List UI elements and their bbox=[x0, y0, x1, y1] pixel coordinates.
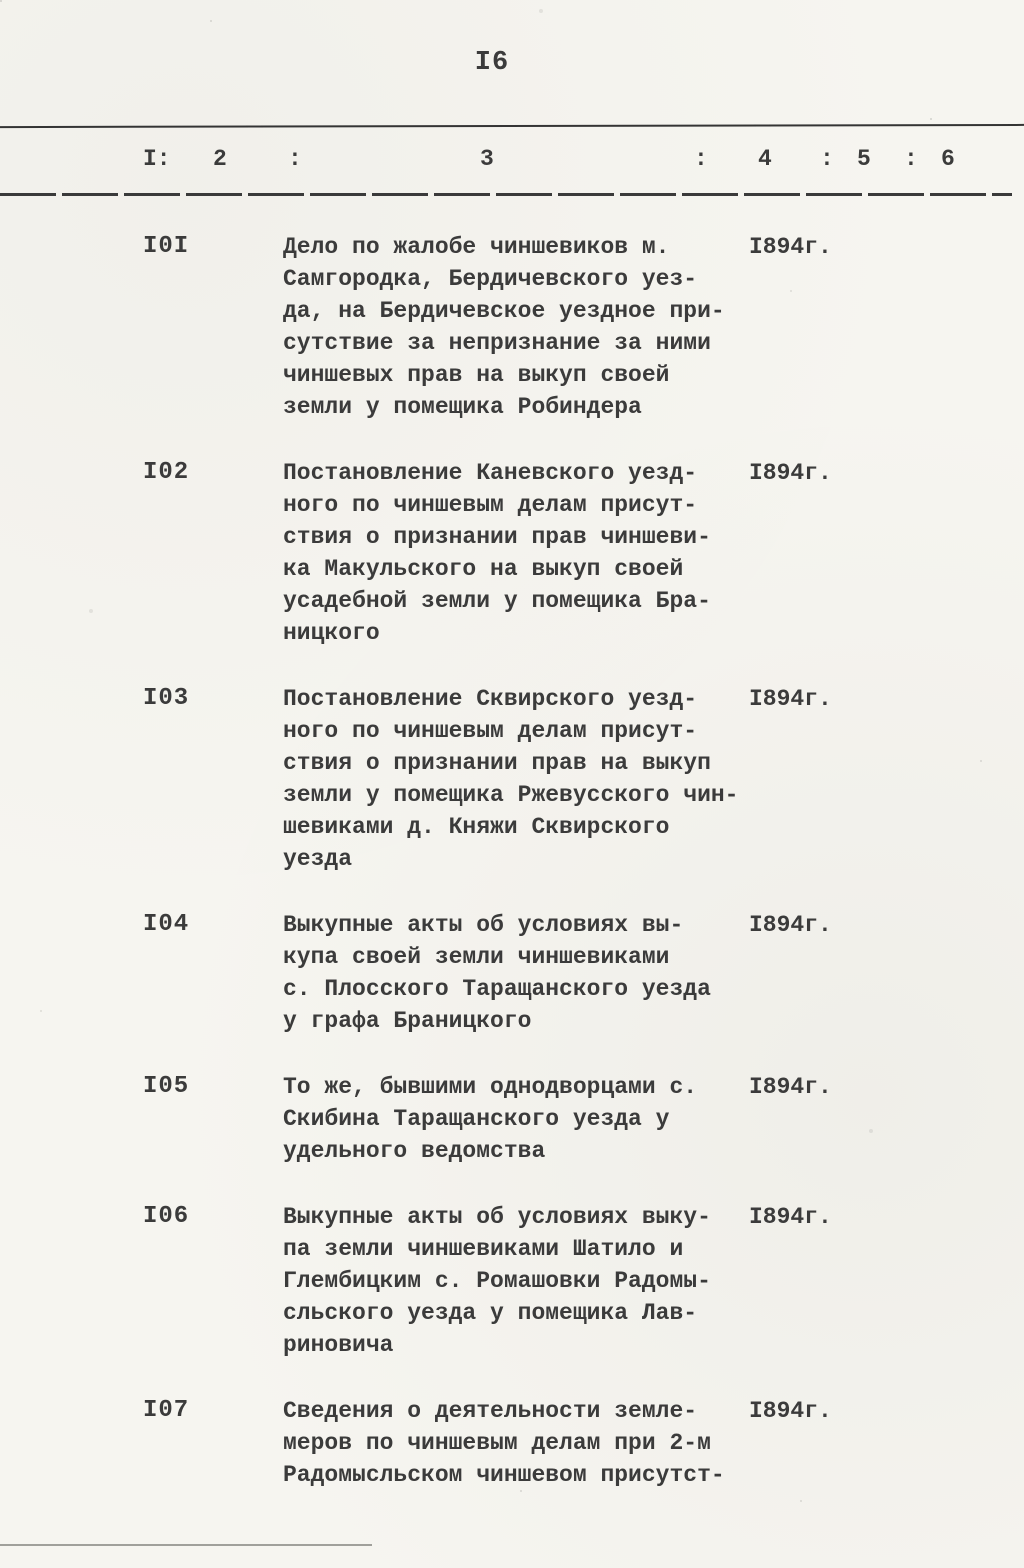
entry-line: шевиками д. Княжи Сквирского bbox=[283, 814, 670, 840]
page-number: I6 bbox=[474, 48, 510, 78]
column-separator: : bbox=[288, 146, 302, 172]
entry-number: I06 bbox=[143, 1203, 190, 1230]
entry-number: I07 bbox=[143, 1397, 190, 1424]
entry-line: Скибина Таращанского уезда у bbox=[283, 1106, 670, 1132]
column-header-6: 6 bbox=[941, 146, 955, 172]
entry-line: уезда bbox=[283, 846, 353, 872]
table-row bbox=[0, 683, 1024, 875]
entry-line: па земли чиншевиками Шатило и bbox=[283, 1236, 684, 1262]
entry-text bbox=[283, 457, 749, 649]
entry-line: купа своей земли чиншевиками bbox=[283, 944, 670, 970]
column-header-2: 2 bbox=[213, 146, 227, 172]
table-top-rule bbox=[0, 124, 1024, 128]
entry-line: у графа Браницкого bbox=[283, 1008, 532, 1034]
column-separator: : bbox=[820, 146, 834, 172]
entry-line: ного по чиншевым делам присут- bbox=[283, 492, 698, 518]
entry-line: сльского уезда у помещика Лав- bbox=[283, 1300, 698, 1326]
entry-year: I894г. bbox=[749, 460, 832, 486]
entry-line: земли у помещика Робиндера bbox=[283, 394, 642, 420]
scan-noise bbox=[0, 0, 2, 2]
entry-line: риновича bbox=[283, 1332, 394, 1358]
entry-text bbox=[283, 1395, 749, 1491]
entry-line: Самгородка, Бердичевского уез- bbox=[283, 266, 698, 292]
entry-number: I04 bbox=[143, 911, 190, 938]
column-header-3: 3 bbox=[480, 146, 494, 172]
entries-list bbox=[0, 231, 1024, 1525]
entry-line: ствия о признании прав на выкуп bbox=[283, 750, 711, 776]
header-separator-rule bbox=[0, 193, 1012, 196]
entry-line: ствия о признании прав чиншеви- bbox=[283, 524, 711, 550]
entry-text bbox=[283, 1201, 749, 1361]
entry-year: I894г. bbox=[749, 1204, 832, 1230]
entry-line: Глембицким с. Ромашовки Радомы- bbox=[283, 1268, 711, 1294]
entry-line: Радомысльском чиншевом присутст- bbox=[283, 1462, 725, 1488]
entry-line: Сведения о деятельности земле- bbox=[283, 1398, 698, 1424]
entry-year: I894г. bbox=[749, 1074, 832, 1100]
entry-line: сутствие за непризнание за ними bbox=[283, 330, 711, 356]
entry-line: ного по чиншевым делам присут- bbox=[283, 718, 698, 744]
entry-line: ка Макульского на выкуп своей bbox=[283, 556, 684, 582]
table-row bbox=[0, 1395, 1024, 1491]
bottom-rule-fragment bbox=[0, 1544, 372, 1546]
table-row bbox=[0, 909, 1024, 1037]
entry-line: земли у помещика Ржевусского чин- bbox=[283, 782, 739, 808]
entry-line: Постановление Каневского уезд- bbox=[283, 460, 698, 486]
column-header-4: 4 bbox=[758, 146, 772, 172]
entry-line: Выкупные акты об условиях вы- bbox=[283, 912, 684, 938]
column-header-5: 5 bbox=[857, 146, 871, 172]
entry-number: I03 bbox=[143, 685, 190, 712]
entry-line: усадебной земли у помещика Бра- bbox=[283, 588, 711, 614]
entry-number: I0I bbox=[143, 233, 190, 260]
table-row bbox=[0, 1071, 1024, 1167]
entry-text bbox=[283, 231, 749, 423]
table-row bbox=[0, 457, 1024, 649]
entry-text bbox=[283, 1071, 749, 1167]
entry-line: да, на Бердичевское уездное при- bbox=[283, 298, 725, 324]
entry-text bbox=[283, 909, 749, 1037]
entry-text bbox=[283, 683, 749, 875]
entry-year: I894г. bbox=[749, 1398, 832, 1424]
entry-line: Дело по жалобе чиншевиков м. bbox=[283, 234, 670, 260]
column-separator: : bbox=[904, 146, 918, 172]
entry-year: I894г. bbox=[749, 234, 832, 260]
entry-line: Выкупные акты об условиях выку- bbox=[283, 1204, 711, 1230]
column-header-1: I: bbox=[143, 146, 171, 172]
table-header-row bbox=[0, 146, 1024, 176]
table-row bbox=[0, 1201, 1024, 1361]
entry-line: меров по чиншевым делам при 2-м bbox=[283, 1430, 711, 1456]
entry-number: I05 bbox=[143, 1073, 190, 1100]
entry-year: I894г. bbox=[749, 686, 832, 712]
entry-line: Постановление Сквирского уезд- bbox=[283, 686, 698, 712]
entry-line: с. Плосского Таращанского уезда bbox=[283, 976, 711, 1002]
entry-line: То же, бывшими однодворцами с. bbox=[283, 1074, 698, 1100]
entry-number: I02 bbox=[143, 459, 190, 486]
entry-year: I894г. bbox=[749, 912, 832, 938]
column-separator: : bbox=[694, 146, 708, 172]
entry-line: чиншевых прав на выкуп своей bbox=[283, 362, 670, 388]
table-row bbox=[0, 231, 1024, 423]
entry-line: ницкого bbox=[283, 620, 380, 646]
entry-line: удельного ведомства bbox=[283, 1138, 546, 1164]
